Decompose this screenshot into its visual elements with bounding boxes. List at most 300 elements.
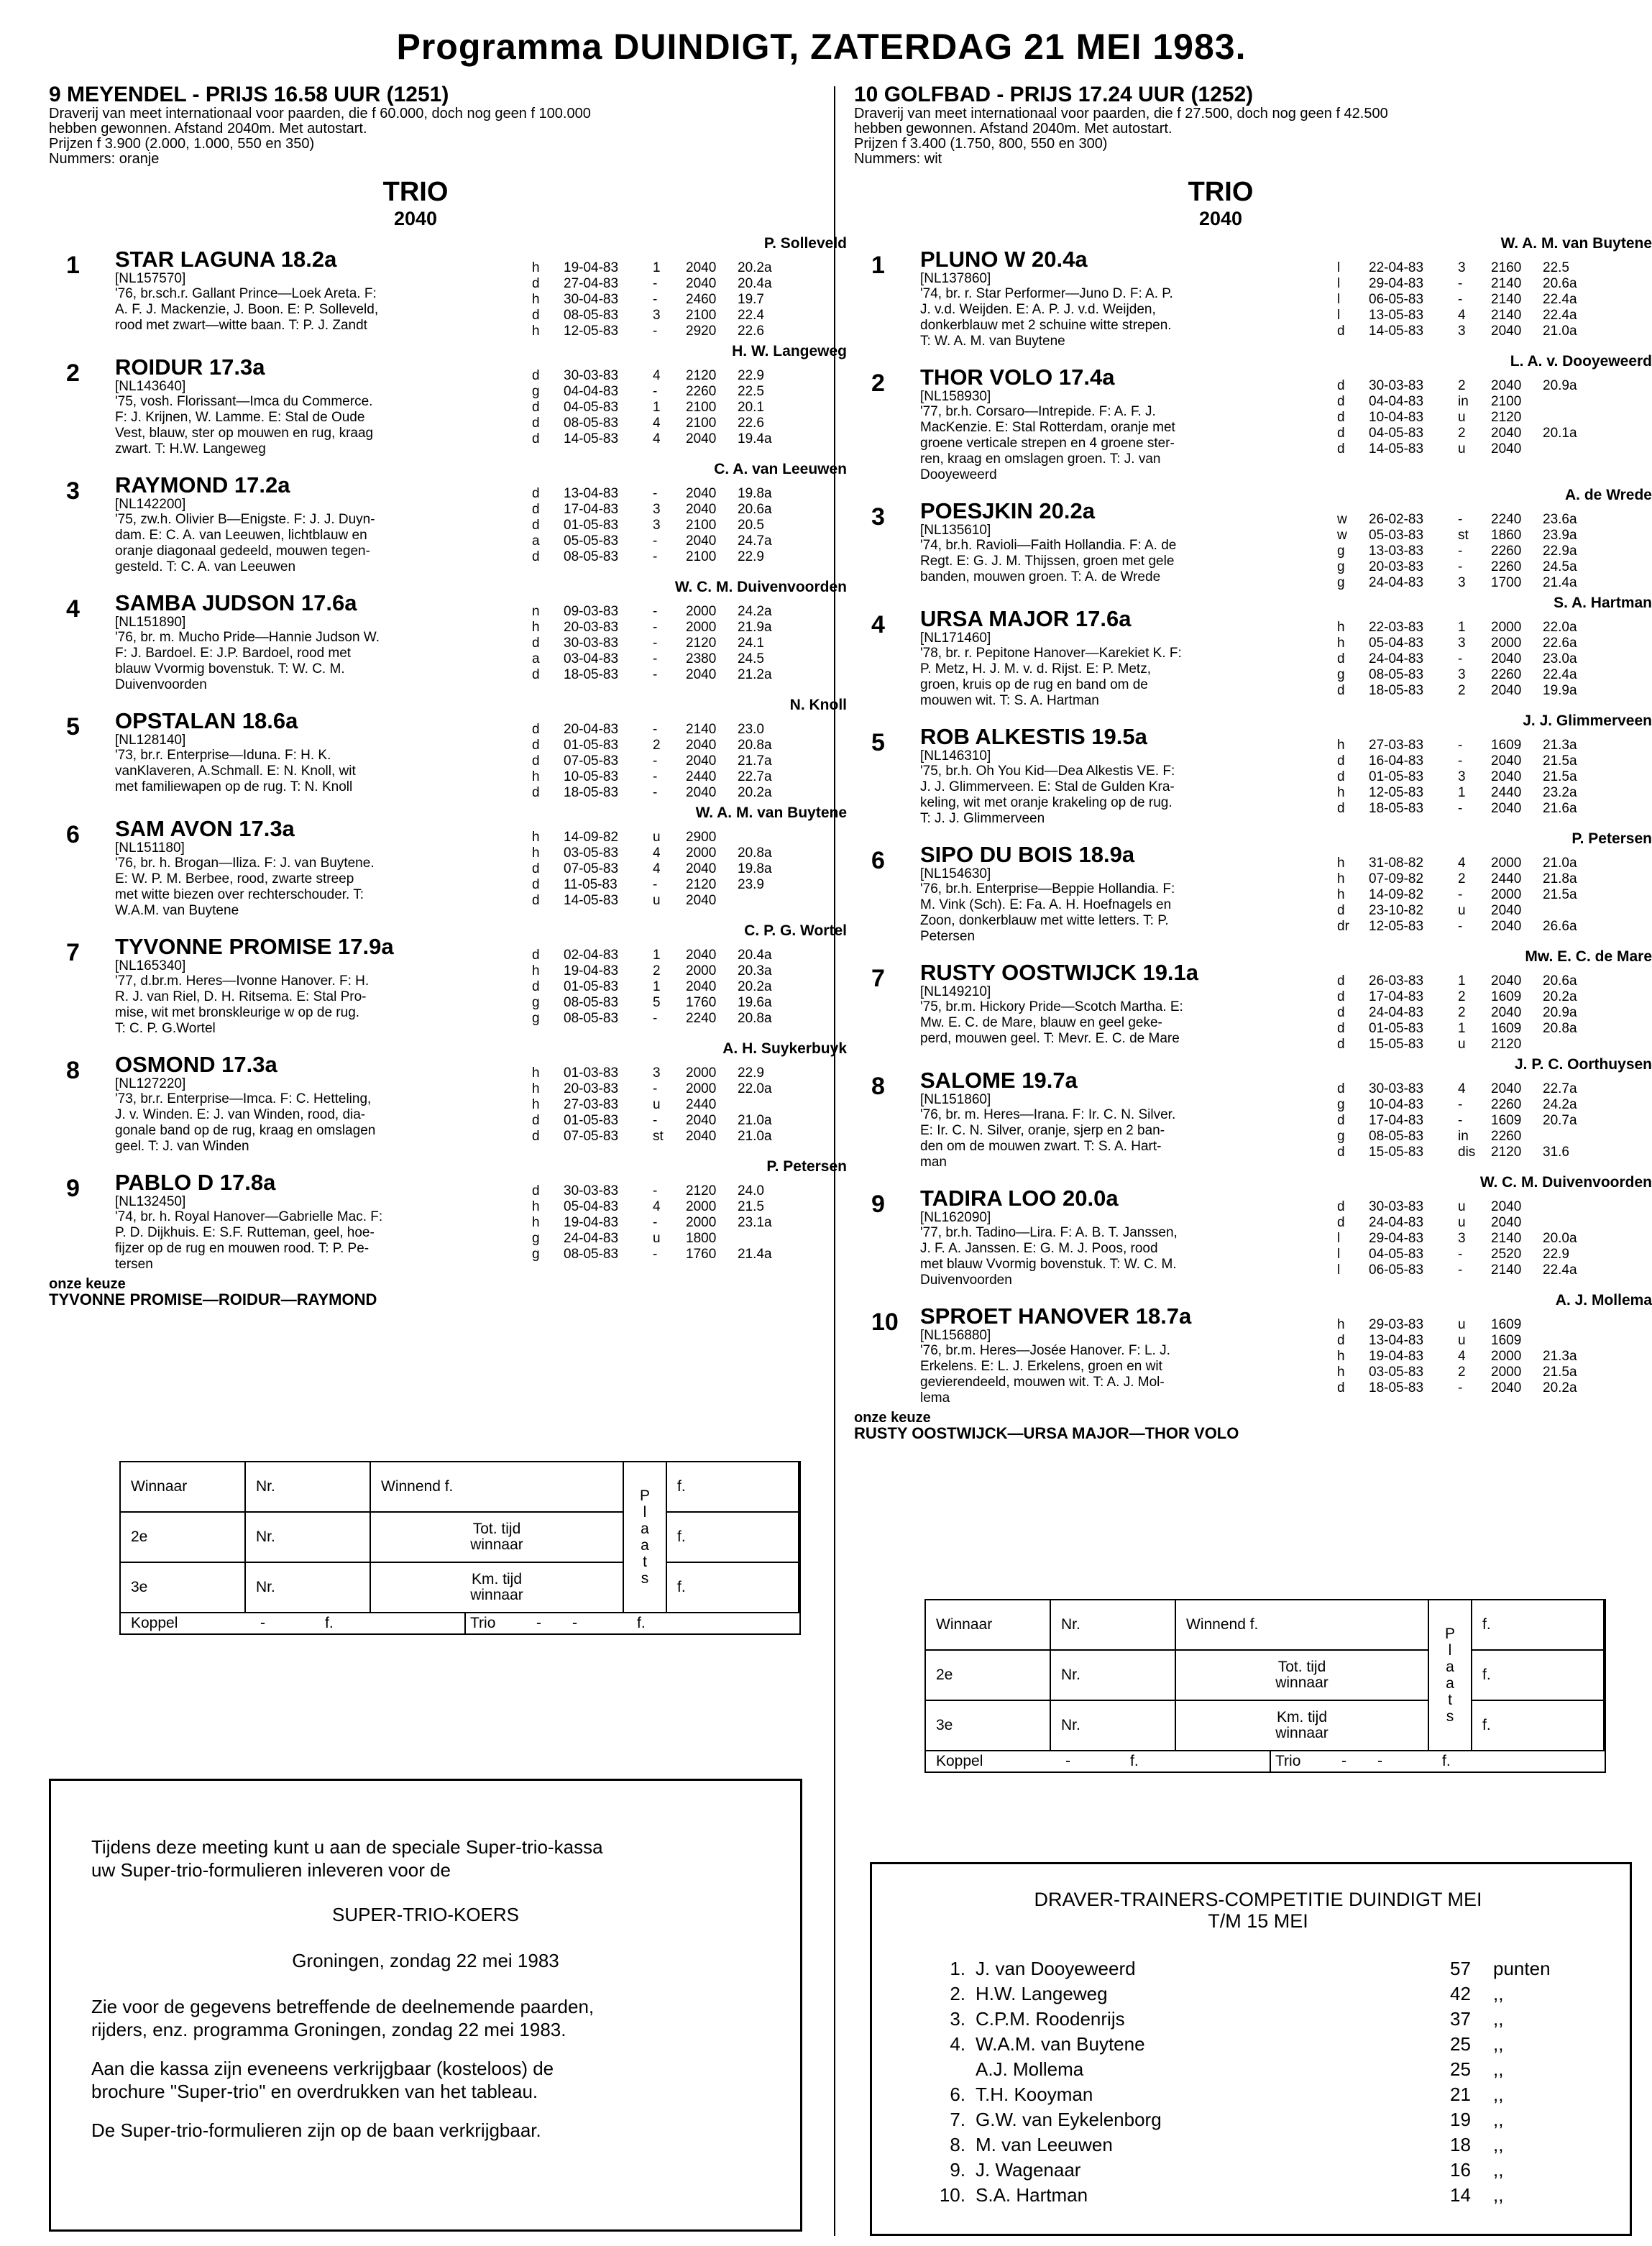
form-row (1337, 738, 1593, 753)
form-row (1337, 753, 1593, 769)
form-cell: 2000 (686, 963, 717, 978)
nr-label: Nr. (1051, 1701, 1176, 1751)
form-cell: h (1337, 871, 1345, 886)
form-cell: 2040 (686, 1129, 717, 1144)
horse-description (115, 591, 518, 693)
form-cell: g (1337, 667, 1345, 682)
form-cell: d (532, 753, 540, 769)
form-cell: 23.0a (1543, 651, 1577, 666)
form-cell: 2000 (1491, 856, 1522, 871)
form-row (1337, 260, 1593, 276)
form-cell: - (1458, 292, 1463, 307)
competition-points: 25 (1450, 2058, 1471, 2080)
form-cell: 22.0a (738, 1081, 772, 1096)
result-table-race-9 (119, 1461, 801, 1635)
form-cell: 21.4a (1543, 575, 1577, 590)
horse-form (1337, 843, 1593, 945)
form-cell: 1700 (1491, 575, 1522, 590)
supertrio-p1-1: Zie voor de gegevens betreffende de deelnemende paarden, (91, 1996, 595, 2017)
form-cell: 20-03-83 (1369, 559, 1424, 574)
form-cell: - (653, 1183, 658, 1198)
form-cell: 22-04-83 (1369, 260, 1424, 275)
form-cell: 31.6 (1543, 1145, 1569, 1160)
competition-row (930, 1981, 1587, 2007)
form-cell: 04-05-83 (1369, 426, 1424, 441)
form-cell: d (1337, 1199, 1345, 1214)
horse-form (532, 1053, 788, 1155)
competition-points: 25 (1450, 2033, 1471, 2055)
plaats-letter: a (1446, 1675, 1454, 1692)
form-cell: 30-03-83 (564, 368, 619, 383)
horse-number: 7 (66, 939, 80, 966)
horse-row (920, 961, 1652, 1053)
horse-driver: C. P. G. Wortel (744, 922, 847, 939)
horse-info-line: '76, br.sch.r. Gallant Prince—Loek Areta. F: (115, 286, 377, 301)
race-conditions: Draverij van meet internationaal voor paarden, die f 60.000, doch nog geen f 100.000 (49, 106, 591, 122)
horse-entry (854, 1057, 1652, 1170)
form-cell: 2160 (1491, 260, 1522, 275)
form-cell: 1 (653, 260, 661, 275)
form-row (1337, 1262, 1593, 1278)
form-cell: 2040 (1491, 324, 1522, 339)
form-cell: 23.2a (1543, 785, 1577, 800)
form-cell: 03-05-83 (564, 845, 619, 861)
horse-registration: [NL151890] (115, 615, 186, 630)
competition-rank (930, 2057, 965, 2082)
form-cell: 20-03-83 (564, 1081, 619, 1096)
horse-name: STAR LAGUNA 18.2a (115, 247, 337, 272)
form-cell: - (1458, 1097, 1463, 1112)
horse-info-line: Zoon, donkerblauw met witte letters. T: P. (920, 913, 1169, 928)
form-cell: 07-05-83 (564, 861, 619, 876)
competition-points: 19 (1450, 2109, 1471, 2130)
form-cell: 2260 (1491, 544, 1522, 559)
form-row (1337, 1231, 1593, 1247)
horse-number: 5 (871, 729, 885, 756)
form-cell: d (1337, 801, 1345, 816)
horse-info-line: ren, kraag en omslagen groen. T: J. van (920, 452, 1161, 467)
form-row (532, 1129, 788, 1145)
form-cell (738, 893, 788, 909)
form-cell: - (1458, 753, 1463, 769)
form-row (532, 667, 788, 683)
form-cell: 08-05-83 (1369, 1129, 1424, 1144)
form-row (532, 1113, 788, 1129)
form-cell: d (1337, 1215, 1345, 1230)
trio-heading: TRIO (382, 177, 449, 207)
form-cell: 2 (1458, 1365, 1466, 1380)
horse-form (1337, 725, 1593, 827)
form-cell: 21.0a (1543, 324, 1577, 339)
form-cell: - (653, 549, 658, 564)
form-cell: - (653, 533, 658, 549)
horse-info-line: '73, br.r. Enterprise—Iduna. F: H. K. (115, 748, 331, 763)
form-cell: 2000 (686, 1081, 717, 1096)
form-cell: 05-05-83 (564, 533, 619, 549)
horse-description (920, 961, 1323, 1053)
plaats-f: f. (667, 1513, 799, 1563)
form-cell: l (1337, 1247, 1341, 1262)
form-cell: 2040 (686, 861, 717, 876)
form-row (532, 1199, 788, 1215)
horse-driver: P. Petersen (766, 1158, 847, 1175)
form-cell: 2040 (686, 738, 717, 753)
competition-points: 16 (1450, 2159, 1471, 2181)
form-row (1337, 769, 1593, 785)
form-cell: - (653, 276, 658, 291)
form-cell: 2120 (686, 877, 717, 892)
time-label-line: winnaar (470, 1536, 523, 1553)
form-cell: 21.5a (1543, 769, 1577, 784)
form-cell: 2 (1458, 1005, 1466, 1020)
form-cell: 2040 (686, 667, 717, 682)
form-row (1337, 651, 1593, 667)
horse-row (920, 725, 1652, 827)
form-cell: 20.8a (738, 845, 772, 861)
form-cell: 02-04-83 (564, 948, 619, 963)
form-cell: 2100 (686, 549, 717, 564)
form-cell: a (532, 651, 540, 666)
horse-entry (49, 805, 847, 919)
competition-rank: 8. (950, 2134, 965, 2155)
form-cell: 2260 (686, 384, 717, 399)
horse-name: RUSTY OOSTWIJCK 19.1a (920, 960, 1199, 985)
horse-body (115, 1159, 847, 1273)
plaats-f: f. (1472, 1600, 1605, 1651)
horse-name: SIPO DU BOIS 18.9a (920, 842, 1135, 867)
race-9-column (49, 83, 847, 1308)
form-cell: d (532, 1183, 540, 1198)
form-cell: 20.4a (738, 948, 772, 963)
competition-points: 18 (1450, 2134, 1471, 2155)
competition-row (930, 2007, 1587, 2032)
form-cell: 3 (1458, 667, 1466, 682)
horse-number: 4 (66, 595, 80, 623)
competition-title: DRAVER-TRAINERS-COMPETITIE DUINDIGT MEI (1034, 1889, 1482, 1910)
form-row (1337, 856, 1593, 871)
race-conditions: Prijzen f 3.900 (2.000, 1.000, 550 en 350) (49, 136, 315, 152)
form-cell: 22.9 (738, 1065, 764, 1081)
horse-info-line: lema (920, 1390, 950, 1406)
winnend-label: Winnend f. (371, 1462, 624, 1513)
form-cell: 19.8a (738, 861, 772, 876)
koppel-row (121, 1613, 799, 1633)
form-cell: 01-05-83 (564, 1113, 619, 1128)
form-row (532, 1065, 788, 1081)
nr-label: Nr. (246, 1563, 371, 1613)
form-cell (738, 830, 788, 845)
horse-entry (49, 344, 847, 457)
form-cell: 10-05-83 (564, 769, 619, 784)
form-cell: d (1337, 441, 1345, 457)
horse-description (920, 725, 1323, 827)
nr-label: Nr. (246, 1462, 371, 1513)
form-cell: - (653, 636, 658, 651)
form-cell (1543, 1215, 1593, 1231)
trio-label: Trio (1270, 1751, 1341, 1771)
form-cell: 27-04-83 (564, 276, 619, 291)
horse-form (1337, 1304, 1593, 1406)
form-row (532, 384, 788, 400)
form-cell: 14-05-83 (564, 893, 619, 908)
horse-row (115, 247, 847, 339)
form-row (532, 636, 788, 651)
form-row (1337, 667, 1593, 683)
form-row (1337, 426, 1593, 441)
form-cell: a (532, 533, 540, 549)
form-cell: h (532, 324, 540, 339)
horse-info-line: '76, br. m. Heres—Irana. F: Ir. C. N. Silver. (920, 1107, 1176, 1122)
form-cell: - (653, 877, 658, 892)
form-cell: u (1458, 410, 1466, 425)
horse-info-line: '75, zw.h. Olivier B—Enigste. F: J. J. Duyn- (115, 512, 375, 527)
form-row (532, 877, 788, 893)
plaats-letter: P (1444, 1626, 1455, 1642)
form-cell: h (532, 1097, 540, 1112)
form-cell: 2120 (686, 636, 717, 651)
form-cell: - (1458, 1262, 1463, 1278)
form-cell: d (532, 667, 540, 682)
horse-driver: P. Solleveld (763, 235, 847, 252)
form-cell: - (653, 1247, 658, 1262)
form-cell: 1860 (1491, 528, 1522, 543)
form-cell: 1 (653, 400, 661, 415)
form-cell: 15-05-83 (1369, 1145, 1424, 1160)
horse-row (920, 1304, 1652, 1406)
form-cell: d (1337, 989, 1345, 1004)
form-row (532, 368, 788, 384)
form-cell: d (532, 549, 540, 564)
time-label-line: winnaar (470, 1587, 523, 1603)
horse-info-line: '76, br. h. Brogan—Iliza. F: J. van Buytene. (115, 856, 375, 871)
form-cell: 20.2a (738, 785, 772, 800)
form-cell: 2100 (686, 518, 717, 533)
form-cell: 1609 (1491, 738, 1522, 753)
form-cell: 2140 (686, 722, 717, 737)
form-cell: g (532, 995, 540, 1010)
form-cell: 20.3a (738, 963, 772, 978)
horse-name: RAYMOND 17.2a (115, 472, 290, 498)
horse-driver: A. J. Mollema (1555, 1292, 1652, 1308)
horse-entry (49, 462, 847, 575)
form-cell: 2000 (1491, 636, 1522, 651)
horse-info-line: banden, mouwen groen. T: A. de Wrede (920, 569, 1161, 585)
form-cell: 22.9 (738, 549, 764, 564)
horse-info-line: '77, br.h. Tadino—Lira. F: A. B. T. Janssen, (920, 1225, 1178, 1240)
form-cell: 22.0a (1543, 620, 1577, 635)
form-cell: 27-03-83 (1369, 738, 1424, 753)
horse-info-line: '74, br. r. Star Performer—Juno D. F: A. P. (920, 286, 1173, 301)
form-cell: 23-10-82 (1369, 903, 1424, 918)
horse-number: 3 (66, 477, 80, 505)
competition-row (930, 2082, 1587, 2107)
form-cell: 21.3a (1543, 738, 1577, 753)
horse-info-line: geel. T: J. van Winden (115, 1139, 249, 1154)
form-cell: d (532, 1113, 540, 1128)
form-cell: st (653, 1129, 664, 1144)
horse-body (920, 1293, 1652, 1406)
form-cell: 2040 (686, 753, 717, 769)
form-cell: h (1337, 785, 1345, 800)
form-cell: 2 (1458, 426, 1466, 441)
form-row (532, 292, 788, 308)
horse-info-line: '78, br. r. Pepitone Hanover—Karekiet K. F: (920, 646, 1182, 661)
competition-rank: 9. (950, 2159, 965, 2181)
horse-info-line: '77, br.h. Corsaro—Intrepide. F: A. F. J. (920, 404, 1156, 419)
form-cell: - (1458, 919, 1463, 934)
form-cell: g (1337, 575, 1345, 590)
form-cell: h (1337, 738, 1345, 753)
page-title: Programma DUINDIGT, ZATERDAG 21 MEI 1983. (396, 27, 1247, 67)
form-cell: 2040 (686, 979, 717, 994)
form-cell: 16-04-83 (1369, 753, 1424, 769)
horse-info-line: W.A.M. van Buytene (115, 903, 239, 918)
trio-f: f. (1442, 1753, 1451, 1769)
horse-info-line: Vest, blauw, ster op mouwen en rug, kraag (115, 426, 374, 441)
form-cell: 19.4a (738, 431, 772, 446)
plaats-column (1429, 1600, 1472, 1751)
form-row (532, 400, 788, 416)
form-cell: g (532, 1247, 540, 1262)
form-cell: 3 (653, 1065, 661, 1081)
form-cell: 21.5 (738, 1199, 764, 1214)
form-row (532, 1215, 788, 1231)
form-cell: 2040 (686, 486, 717, 501)
form-cell: 14-09-82 (564, 830, 619, 845)
horse-info-line: Petersen (920, 929, 976, 944)
horse-driver: W. A. M. van Buytene (695, 805, 847, 821)
horse-driver: C. A. van Leeuwen (714, 461, 847, 477)
form-cell: 13-05-83 (1369, 308, 1424, 323)
form-cell: l (1337, 308, 1341, 323)
plaats-f: f. (1472, 1701, 1605, 1751)
horse-number: 4 (871, 611, 885, 638)
form-cell: g (532, 384, 540, 399)
result-table-race-10 (924, 1599, 1606, 1773)
horse-registration: [NL171460] (920, 631, 991, 646)
form-cell: 20.6a (1543, 973, 1577, 989)
form-cell: h (532, 963, 540, 978)
horse-body (920, 487, 1652, 591)
form-row (1337, 989, 1593, 1005)
form-cell: 2040 (1491, 378, 1522, 393)
form-cell: h (532, 292, 540, 307)
trio-dash: - (536, 1615, 541, 1631)
form-cell: 1609 (1491, 1317, 1522, 1332)
horse-name: ROIDUR 17.3a (115, 354, 265, 380)
supertrio-sub: Groningen, zondag 22 mei 1983 (292, 1950, 559, 1971)
horse-info-line: T: C. P. G.Wortel (115, 1021, 216, 1036)
form-cell: h (532, 1081, 540, 1096)
form-cell: 2040 (1491, 753, 1522, 769)
distance-heading: 2040 (1198, 208, 1243, 229)
horse-row (115, 1053, 847, 1155)
form-cell: 4 (653, 368, 661, 383)
supertrio-line-2: uw Super-trio-formulieren inleveren voor de (91, 1859, 451, 1881)
horse-form (532, 935, 788, 1037)
form-cell: d (532, 1129, 540, 1144)
horse-body (115, 805, 847, 919)
form-cell: 31-08-82 (1369, 856, 1424, 871)
horse-description (115, 355, 518, 457)
form-cell: 2100 (1491, 394, 1522, 409)
form-cell: 24.2a (1543, 1097, 1577, 1112)
form-cell: d (532, 738, 540, 753)
form-cell: d (532, 308, 540, 323)
horse-body (920, 595, 1652, 709)
horse-registration: [NL146310] (920, 748, 991, 764)
form-cell: 18-05-83 (564, 667, 619, 682)
form-cell: 19-04-83 (564, 260, 619, 275)
plaats-letter: t (1448, 1692, 1452, 1708)
form-cell: 03-04-83 (564, 651, 619, 666)
form-cell (738, 1097, 788, 1113)
horse-description (920, 499, 1323, 591)
form-cell: u (1458, 441, 1466, 457)
horse-form (1337, 607, 1593, 709)
form-cell: 30-03-83 (1369, 1081, 1424, 1096)
form-cell: 2040 (686, 276, 717, 291)
competition-subtitle: T/M 15 MEI (1208, 1910, 1308, 1932)
form-cell: 30-03-83 (1369, 378, 1424, 393)
form-cell: 04-04-83 (1369, 394, 1424, 409)
form-cell: 3 (1458, 1231, 1466, 1246)
horse-form (1337, 247, 1593, 349)
horse-name: POESJKIN 20.2a (920, 498, 1095, 523)
form-row (532, 431, 788, 447)
horse-info-line: J. v.d. Weijden. E: A. P. J. v.d. Weijden, (920, 302, 1156, 317)
form-row (532, 893, 788, 909)
form-cell: 22.6a (1543, 636, 1577, 651)
form-cell: u (1458, 1317, 1466, 1332)
form-cell: 2120 (686, 368, 717, 383)
horse-info-line: gevierendeeld, mouwen wit. T: A. J. Mol- (920, 1375, 1165, 1390)
form-cell: w (1337, 528, 1347, 543)
form-cell: 3 (1458, 575, 1466, 590)
form-cell: 08-05-83 (564, 549, 619, 564)
horse-info-line: fijzer op de rug en mouwen rood. T: P. Pe- (115, 1241, 370, 1256)
horse-registration: [NL132450] (115, 1194, 186, 1209)
form-cell: d (532, 861, 540, 876)
form-cell: 13-04-83 (564, 486, 619, 501)
horse-info-line: perd, mouwen geel. T: Mevr. E. C. de Mare (920, 1031, 1180, 1046)
form-cell: d (1337, 1113, 1345, 1128)
form-cell: 21.5a (1543, 1365, 1577, 1380)
form-cell: d (1337, 683, 1345, 698)
trio-f: f. (637, 1615, 646, 1631)
form-cell: 20.2a (1543, 1380, 1577, 1395)
form-row (532, 1081, 788, 1097)
form-cell: 1760 (686, 995, 717, 1010)
form-cell: u (1458, 1037, 1466, 1052)
race-conditions: hebben gewonnen. Afstand 2040m. Met autostart. (49, 121, 367, 137)
form-cell: 2920 (686, 324, 717, 339)
form-cell: 2040 (686, 502, 717, 517)
form-row (532, 620, 788, 636)
form-cell (1543, 1037, 1593, 1053)
form-cell: 1609 (1491, 989, 1522, 1004)
form-cell: - (1458, 801, 1463, 816)
horse-entry (49, 1041, 847, 1155)
form-cell: 3 (1458, 636, 1466, 651)
form-cell: 24.1 (738, 636, 764, 651)
horse-info-line: F: J. Bardoel. E: J.P. Bardoel, rood met (115, 646, 352, 661)
horse-info-line: R. J. van Riel, D. H. Ritsema. E: Stal Pro- (115, 989, 367, 1004)
horse-info-line: Dooyeweerd (920, 467, 997, 482)
super-trio-box (49, 1779, 802, 2232)
horse-info-line: dam. E: C. A. van Leeuwen, lichtblauw en (115, 528, 367, 543)
form-cell: d (1337, 651, 1345, 666)
